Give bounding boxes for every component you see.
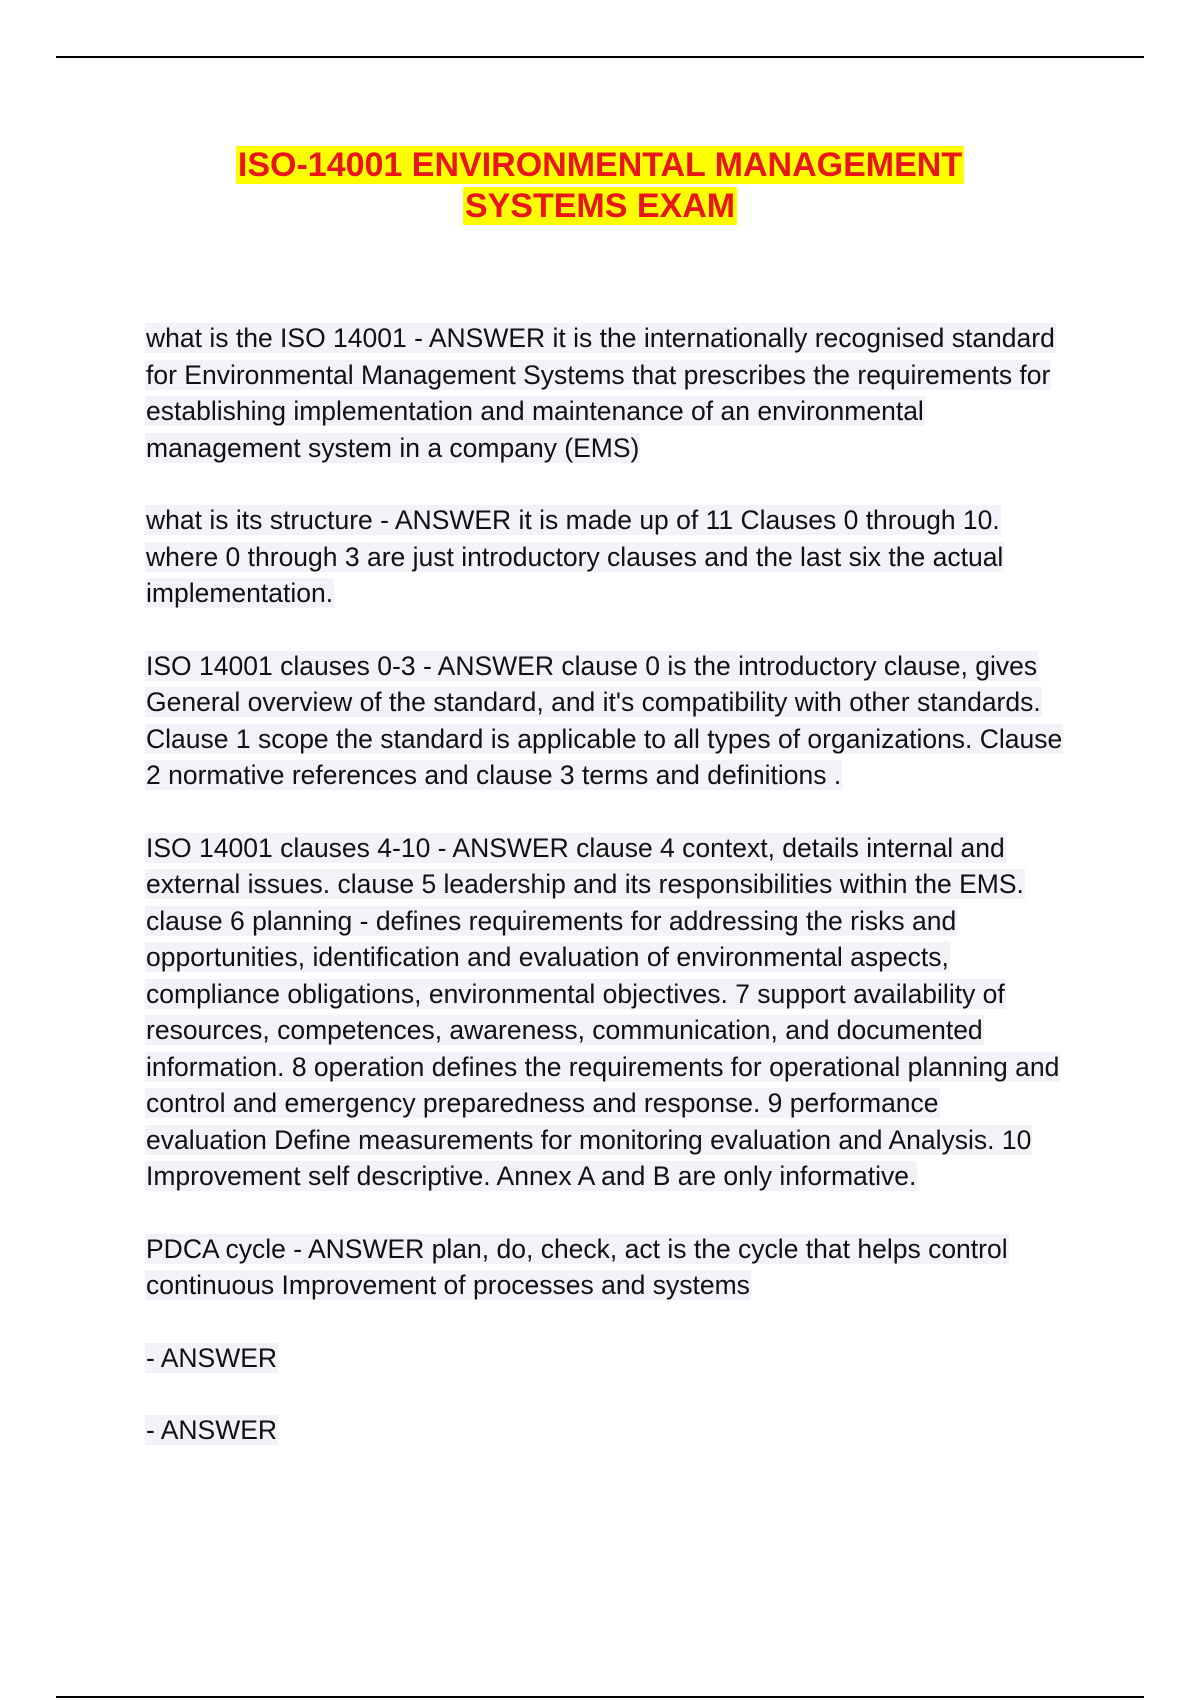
title-line-1: ISO-14001 ENVIRONMENTAL MANAGEMENT bbox=[237, 146, 963, 184]
qa-item bbox=[145, 502, 1065, 612]
qa-item-text: ISO 14001 clauses 4-10 - ANSWER clause 4 context, details internal and external issues. clause 5 leadership and its responsibilities within the EMS. clause 6 planning - defines requirements for addressing the risks and opportunities, identification and evaluation of environmental aspects, compliance obligations, environmental objectives. 7 support availability of resources, competences, awareness, communication, and documented information. 8 operation defines the requirements for operational planning and control and emergency preparedness and response. 9 performance evaluation Define measurements for monitoring evaluation and Analysis. 10 Improvement self descriptive. Annex A and B are only informative. bbox=[146, 832, 1060, 1191]
qa-item-text: what is the ISO 14001 - ANSWER it is the internationally recognised standard for Environmental Management Systems that prescribes the requirements for establishing implementation and maintenance of an environmental management system in a company (EMS) bbox=[146, 323, 1055, 463]
qa-list bbox=[145, 320, 1065, 1485]
qa-item bbox=[145, 830, 1065, 1195]
qa-item bbox=[145, 1340, 1065, 1377]
qa-item bbox=[145, 320, 1065, 466]
top-divider bbox=[56, 56, 1144, 58]
title-line-2: SYSTEMS EXAM bbox=[464, 187, 736, 225]
qa-item bbox=[145, 1231, 1065, 1304]
qa-item-text: - ANSWER bbox=[146, 1415, 278, 1445]
document-title bbox=[0, 145, 1200, 227]
qa-item-text: what is its structure - ANSWER it is made up of 11 Clauses 0 through 10. where 0 through 3 are just introductory clauses and the last six the actual implementation. bbox=[146, 505, 1004, 608]
bottom-divider bbox=[56, 1696, 1144, 1698]
qa-item bbox=[145, 1412, 1065, 1449]
qa-item-text: - ANSWER bbox=[146, 1342, 278, 1373]
qa-item bbox=[145, 648, 1065, 794]
qa-item-text: ISO 14001 clauses 0-3 - ANSWER clause 0 is the introductory clause, gives General overview of the standard, and it's compatibility with other standards. Clause 1 scope the standard is applicable to all types of organizations. Clause 2 normative references and clause 3 terms and definitions . bbox=[146, 650, 1063, 790]
qa-item-text: PDCA cycle - ANSWER plan, do, check, act is the cycle that helps control continuous Improvement of processes and systems bbox=[146, 1233, 1008, 1300]
